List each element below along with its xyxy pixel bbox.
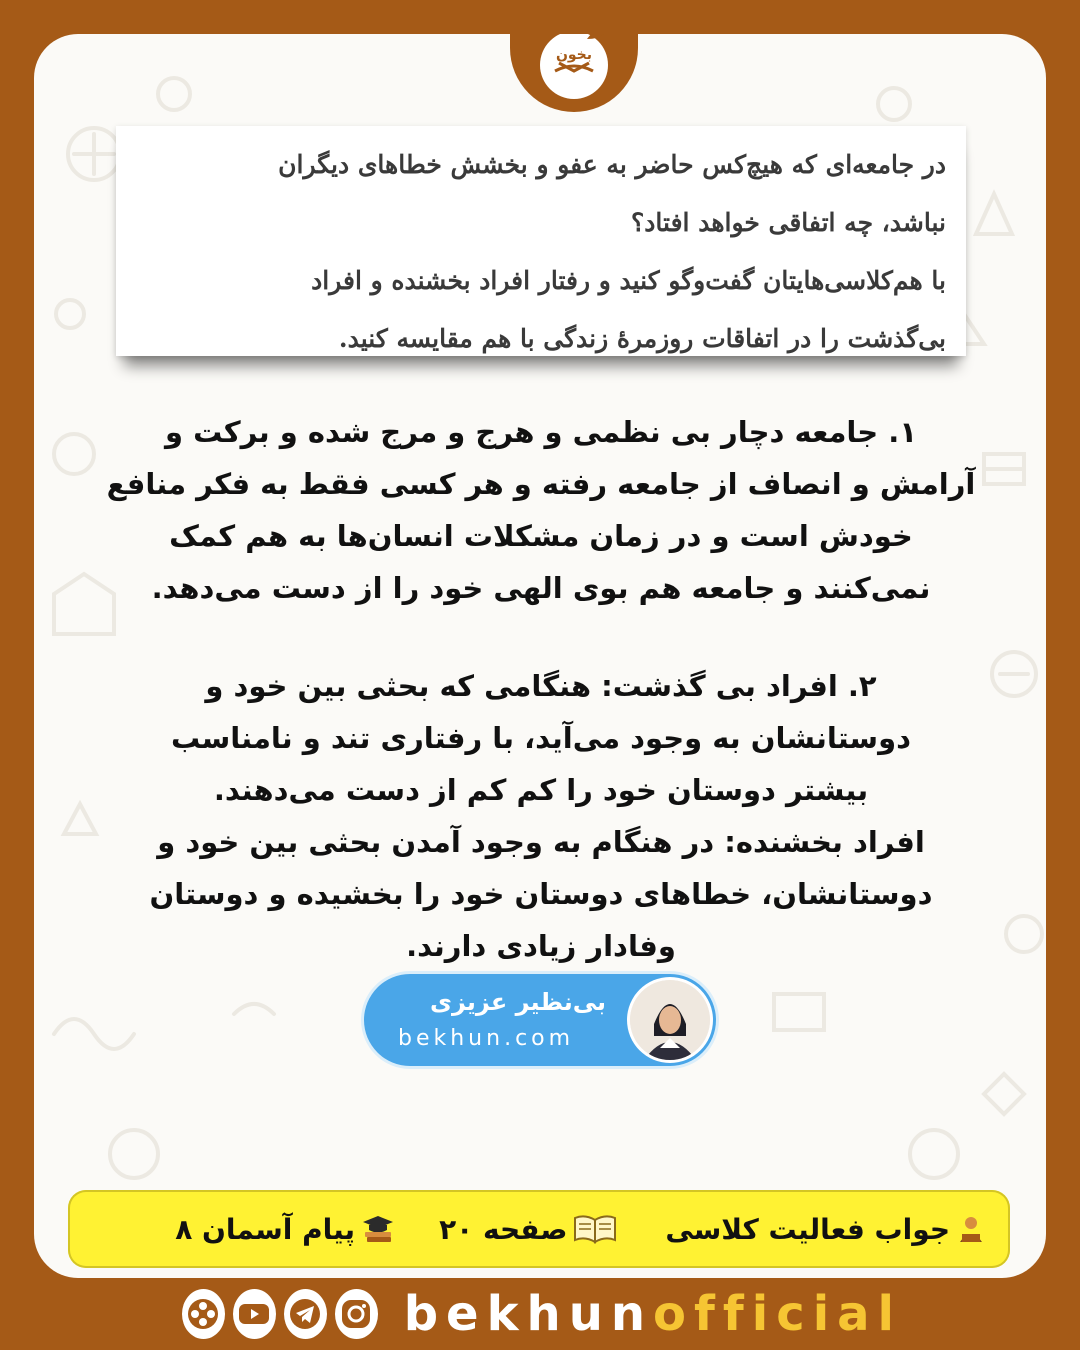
page-label: صفحه ۲۰ [439, 1213, 617, 1246]
author-site[interactable]: bekhun.com [398, 1026, 575, 1051]
answer-line: بیشتر دوستان خود را کم کم از دست می‌دهند. [213, 773, 869, 807]
question-line: در جامعه‌ای که هیچ‌کس حاضر به عفو و بخشش خطاهای دیگران [278, 150, 946, 179]
social-bar [182, 1284, 902, 1344]
question-box [116, 126, 966, 356]
brand-handle-part2: official [653, 1286, 902, 1342]
answer-line: دوستانشان به وجود می‌آید، با رفتاری تند و نامناسب [171, 721, 911, 755]
answer-line: ۱. جامعه دچار بی نظمی و هرج و مرج شده و برکت و [164, 415, 918, 449]
question-line: بی‌گذشت را در اتفاقات روزمرهٔ زندگی با هم مقایسه کنید. [338, 324, 946, 353]
activity-label: جواب فعالیت کلاسی [665, 1213, 986, 1246]
answer-line: نمی‌کنند و جامعه هم بوی الهی خود را از دست می‌دهد. [151, 571, 931, 605]
brand-logo-icon [529, 34, 619, 103]
open-book-icon [573, 1214, 617, 1244]
author-name: بی‌نظیر عزیزی [429, 988, 606, 1016]
answer-line: افراد بخشنده: در هنگام به وجود آمدن بحثی بین خود و [157, 825, 925, 859]
graduation-books-icon [361, 1214, 395, 1244]
answer-line: آرامش و انصاف از جامعه رفته و هر کسی فقط به فکر منافع [106, 467, 976, 501]
teacher-icon [956, 1214, 986, 1244]
content-card [34, 34, 1046, 1278]
author-avatar [630, 980, 710, 1060]
avatar-icon [630, 980, 710, 1060]
footer-bar [68, 1190, 1010, 1268]
book-label: پیام آسمان ۸ [175, 1213, 395, 1246]
telegram-icon[interactable] [284, 1289, 327, 1339]
answer-2 [96, 660, 986, 972]
brand-logo-text: بخون [555, 47, 593, 63]
aparat-icon[interactable] [182, 1289, 225, 1339]
question-line: نباشد، چه اتفاقی خواهد افتاد؟ [631, 208, 946, 237]
answer-1 [96, 406, 986, 614]
answer-line: خودش است و در زمان مشکلات انسان‌ها به هم کمک [169, 519, 913, 553]
answer-line: وفادار زیادی دارند. [406, 929, 676, 963]
answers-block [96, 406, 986, 972]
question-line: با هم‌کلاسی‌هایتان گفت‌وگو کنید و رفتار افراد بخشنده و افراد [311, 266, 946, 295]
answer-line: ۲. افراد بی گذشت: هنگامی که بحثی بین خود و [205, 669, 877, 703]
instagram-icon[interactable] [335, 1289, 378, 1339]
brand-handle-part1: bekhun [403, 1286, 654, 1342]
brand-logo[interactable] [510, 34, 638, 112]
author-badge[interactable] [364, 974, 716, 1066]
answer-line: دوستانشان، خطاهای دوستان خود را بخشیده و دوستان [149, 877, 933, 911]
brand-handle[interactable] [404, 1286, 902, 1342]
youtube-icon[interactable] [233, 1289, 276, 1339]
